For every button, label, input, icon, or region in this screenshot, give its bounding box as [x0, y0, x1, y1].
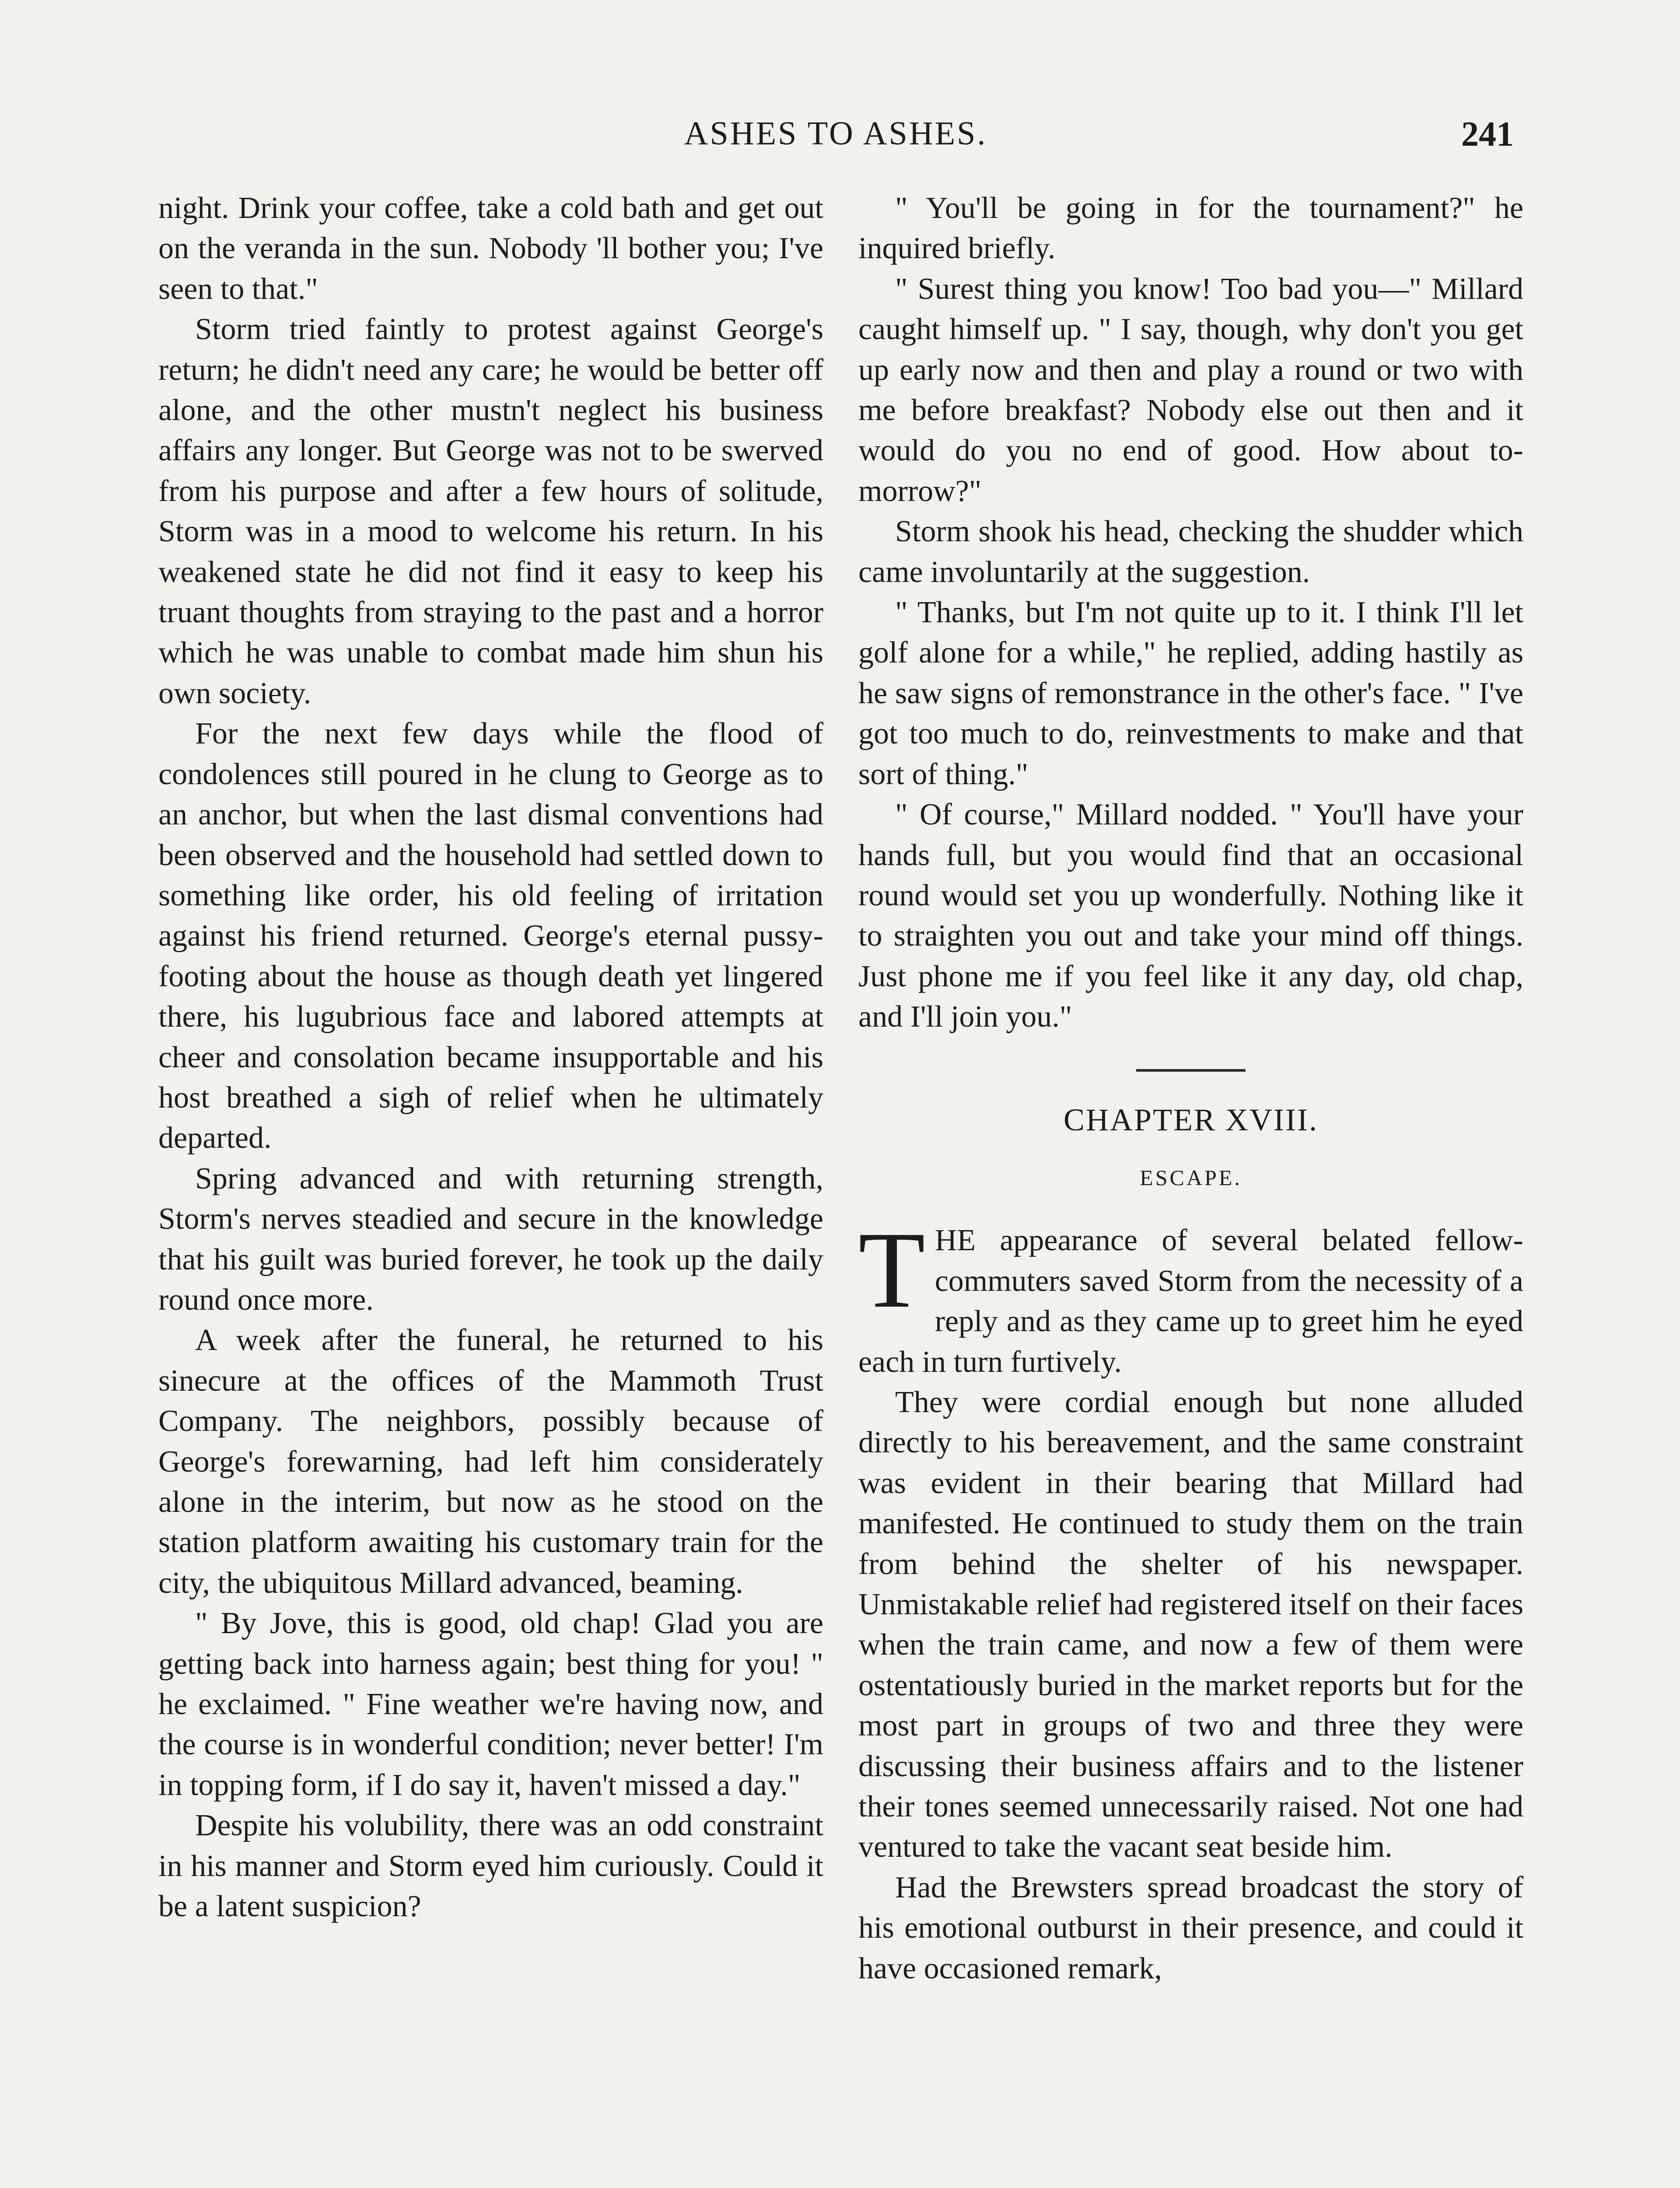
chapter-opening-paragraph — [858, 1210, 1523, 1382]
left-column — [158, 188, 823, 1927]
running-head — [158, 115, 1514, 158]
paragraph: Storm tried faintly to protest against George's return; he didn't need any care; he would be better off alone, and the other mustn't neglect his business affairs any longer. But George was not to be swerved from his purpose and after a few hours of solitude, Storm was in a mood to welcome his return. In his weakened state he did not find it easy to keep his truant thoughts from straying to the past and a horror which he was unable to combat made him shun his own society. — [158, 312, 823, 710]
paragraph: For the next few days while the flood of condolences still poured in he clung to George as to an anchor, but when the last dismal conventions had been observed and the household had settled down to something like order, his old feeling of irritation against his friend returned. George's eternal pussy-footing about the house as though death yet lingered there, his lugubrious face and labored attempts at cheer and consolation became insupportable and his host breathed a sigh of relief when he ultimately departed. — [158, 717, 823, 1155]
paragraph: " Thanks, but I'm not quite up to it. I think I'll let golf alone for a while," he replied, adding hastily as he saw signs of remonstrance in the other's face. " I've got too much to do, reinvestments to make and that sort of thing." — [858, 596, 1523, 791]
drop-cap: T — [858, 1210, 925, 1331]
paragraph: Had the Brewsters spread broadcast the story of his emotional outburst in their presence, and could it have occasioned remark, — [858, 1870, 1523, 1985]
paragraph: Storm shook his head, checking the shudder which came involuntarily at the suggestion. — [858, 515, 1523, 589]
paragraph: They were cordial enough but none alluded directly to his bereavement, and the same constraint was evident in their bearing that Millard had manifested. He continued to study them on the train from behind the shelter of his newspaper. Unmistakable relief had registered itself on their faces when the train came, and now a few of them were ostentatiously buried in the market reports but for the most part in groups of two and three they were discussing their business affairs and to the listener their tones seemed unnecessarily raised. Not one had ventured to take the vacant seat beside him. — [858, 1385, 1523, 1864]
right-column — [858, 188, 1523, 1989]
paragraph: " Of course," Millard nodded. " You'll have your hands full, but you would find that an occasional round would set you up wonderfully. Nothing like it to straighten you out and take your mind off things. Just phone me if you feel like it any day, old chap, and I'll join you." — [858, 798, 1523, 1034]
paragraph: Despite his volubility, there was an odd constraint in his manner and Storm eyed him curiously. Could it be a latent suspicion? — [158, 1809, 823, 1924]
paragraph: A week after the funeral, he returned to his sinecure at the offices of the Mammoth Trust Company. The neighbors, possibly because of George's forewarning, had left him considerately alone in the interim, but now as he stood on the station platform awaiting his customary train for the city, the ubiquitous Millard advanced, beaming. — [158, 1323, 823, 1600]
paragraph: " Surest thing you know! Too bad you—" Millard caught himself up. " I say, though, why don't you get up early now and then and play a round or two with me before breakfast? Nobody else out then and it would do you no end of good. How about to-morrow?" — [858, 272, 1523, 508]
paragraph: " You'll be going in for the tournament?" he inquired briefly. — [858, 191, 1523, 266]
chapter-subtitle: ESCAPE. — [1140, 1165, 1242, 1190]
paragraph: night. Drink your coffee, take a cold bath and get out on the veranda in the sun. Nobody 'll bother you; I've seen to that." — [158, 191, 823, 306]
section-divider — [1136, 1069, 1246, 1072]
opening-text: HE appearance of several belated fellow-commuters saved Storm from the necessity of a reply and as they came up to greet him he eyed each in turn furtively. — [858, 1224, 1523, 1379]
running-title: ASHES TO ASHES. — [684, 115, 987, 152]
paragraph: " By Jove, this is good, old chap! Glad you are getting back into harness again; best thing for you! " he exclaimed. " Fine weather we're having now, and the course is in wonderful condition; never better! I'm in topping form, if I do say it, haven't missed a day." — [158, 1606, 823, 1802]
paragraph: Spring advanced and with returning strength, Storm's nerves steadied and secure in the knowledge that his guilt was buried forever, he took up the daily round once more. — [158, 1161, 823, 1317]
chapter-title: CHAPTER XVIII. — [1064, 1102, 1318, 1137]
page-number: 241 — [1461, 115, 1514, 154]
